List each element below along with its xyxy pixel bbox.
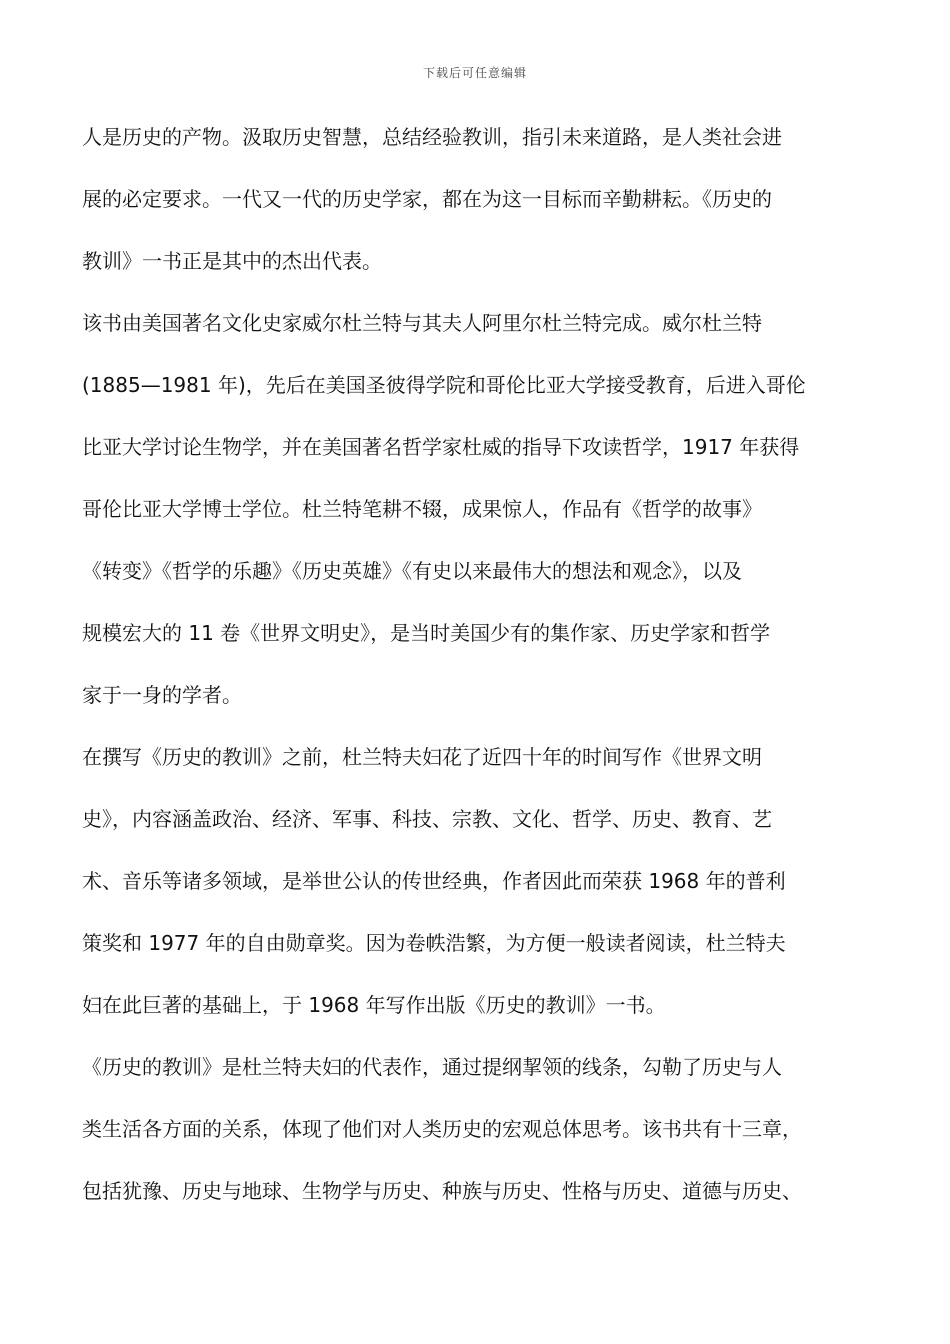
text-line: (1885—1981 年)，先后在美国圣彼得学院和哥伦比亚大学接受教育，后进入哥伦 xyxy=(82,373,806,397)
text-line: 包括犹豫、历史与地球、生物学与历史、种族与历史、性格与历史、道德与历史、 xyxy=(82,1179,802,1203)
text-line: 家于一身的学者。 xyxy=(82,683,242,707)
text-line: 类生活各方面的关系，体现了他们对人类历史的宏观总体思考。该书共有十三章， xyxy=(82,1117,802,1141)
text-line: 在撰写《历史的教训》之前，杜兰特夫妇花了近四十年的时间写作《世界文明 xyxy=(82,745,762,769)
text-line: 该书由美国著名文化史家威尔杜兰特与其夫人阿里尔杜兰特完成。威尔杜兰特 xyxy=(82,311,762,335)
text-line: 人是历史的产物。汲取历史智慧，总结经验教训，指引未来道路，是人类社会进 xyxy=(82,125,782,149)
text-line: 哥伦比亚大学博士学位。杜兰特笔耕不辍，成果惊人，作品有《哲学的故事》 xyxy=(82,497,762,521)
header-note: 下载后可任意编辑 xyxy=(422,66,527,80)
text-line: 史》，内容涵盖政治、经济、军事、科技、宗教、文化、哲学、历史、教育、艺 xyxy=(82,807,772,831)
text-line: 妇在此巨著的基础上，于 1968 年写作出版《历史的教训》一书。 xyxy=(82,993,666,1017)
text-line: 展的必定要求。一代又一代的历史学家，都在为这一目标而辛勤耕耘。《历史的 xyxy=(82,187,772,211)
text-line: 教训》一书正是其中的杰出代表。 xyxy=(82,249,382,273)
text-line: 规模宏大的 11 卷《世界文明史》，是当时美国少有的集作家、历史学家和哲学 xyxy=(82,621,771,645)
text-line: 《历史的教训》是杜兰特夫妇的代表作，通过提纲挈领的线条，勾勒了历史与人 xyxy=(82,1055,782,1079)
text-line: 策奖和 1977 年的自由勋章奖。因为卷帙浩繁，为方便一般读者阅读，杜兰特夫 xyxy=(82,931,786,955)
text-line: 比亚大学讨论生物学，并在美国著名哲学家杜威的指导下攻读哲学，1917 年获得 xyxy=(82,435,800,459)
text-line: 术、音乐等诸多领域，是举世公认的传世经典，作者因此而荣获 1968 年的普利 xyxy=(82,869,786,893)
text-line: 《转变》《哲学的乐趣》《历史英雄》《有史以来最伟大的想法和观念》，以及 xyxy=(82,559,742,583)
